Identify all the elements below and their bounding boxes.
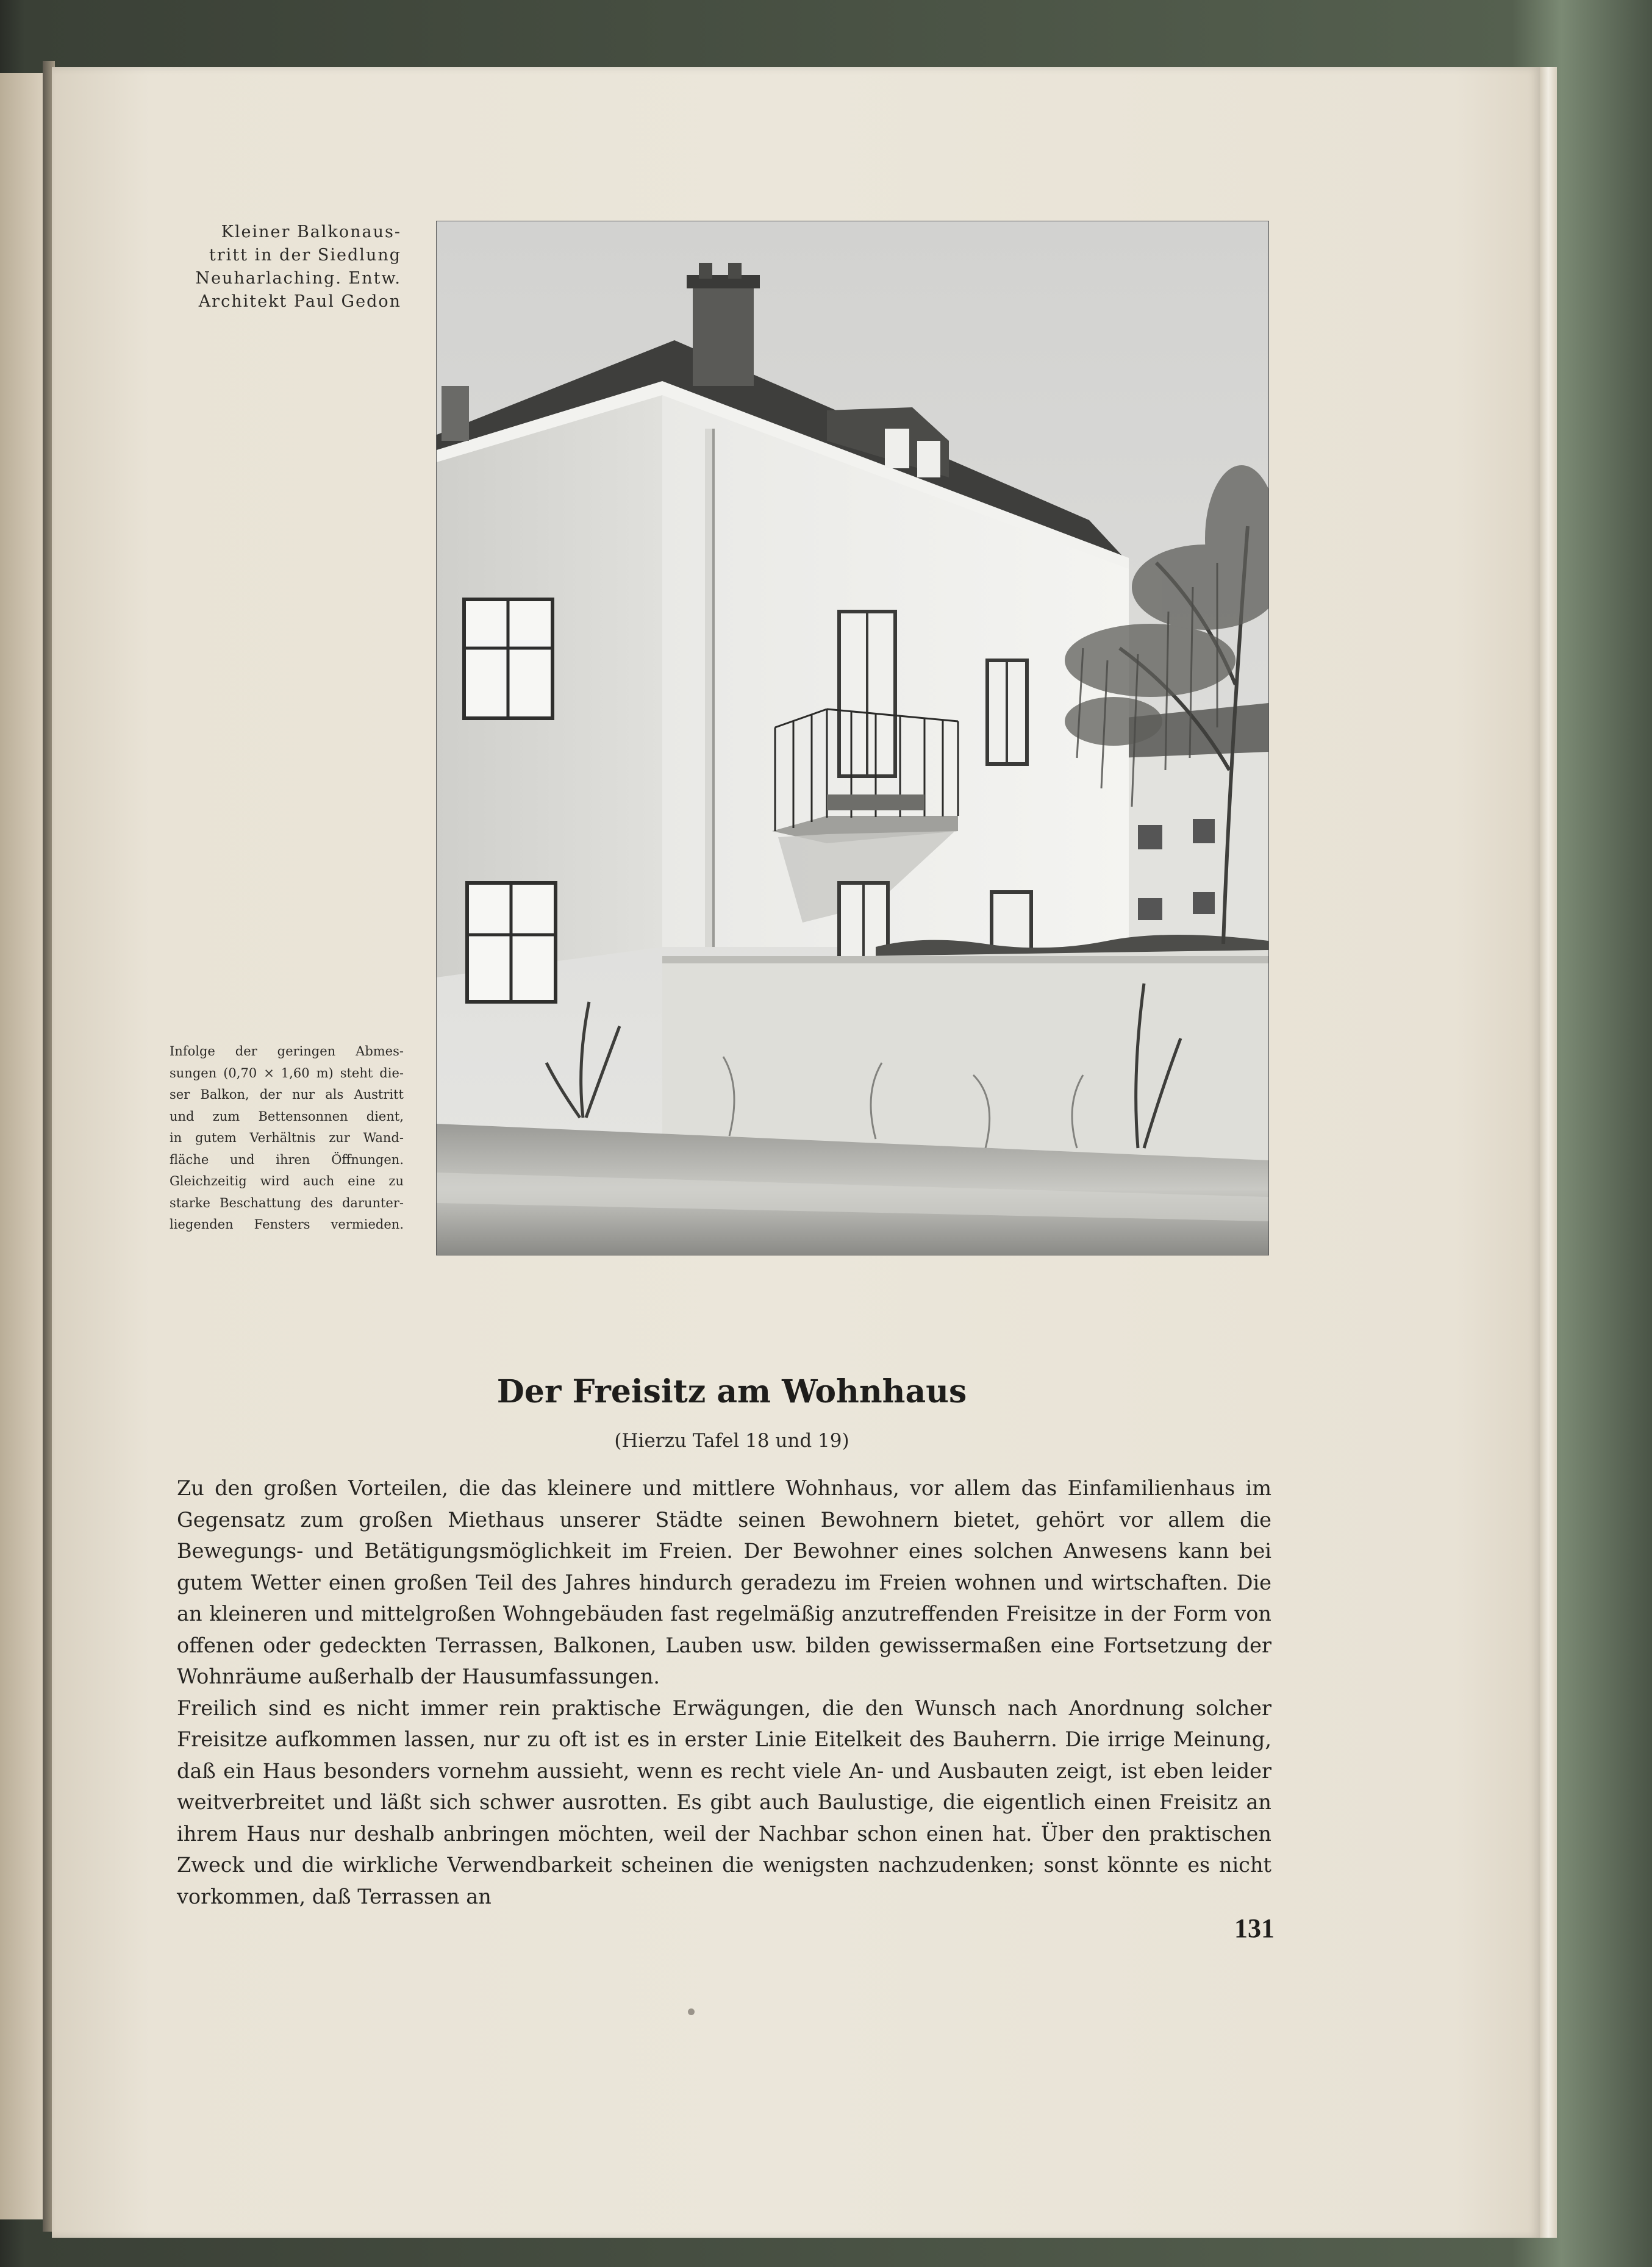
paragraph: Freilich sind es nicht immer rein praktische Erwägungen, die den Wunsch nach Anordnung solcher Freisitze aufkommen lassen, nur zu oft ist es in erster Linie Eitelkeit des Bauherrn. Die irrige Meinung, daß ein Haus besonders vornehm aussieht, wenn es recht viele An- und Ausbauten zeigt, ist eben leider weitverbreitet und läßt sich schwer ausrotten. Es gibt auch Baulustige, die eigentlich einen Freisitz an ihrem Haus nur deshalb anbringen möchten, weil der Nachbar schon einen hat. Über den praktischen Zweck und die wirkliche Verwendbarkeit scheinen die wenigsten nachzudenken; sonst könnte es nicht vorkommen, daß Terrassen an <box>177 1696 1271 1908</box>
caption-top-line: Kleiner Balkonaus- <box>221 223 401 241</box>
caption-side-line: starke Beschattung des darunter- <box>170 1195 404 1210</box>
caption-side-line: fläche und ihren Öffnungen. <box>170 1152 404 1167</box>
house-balcony-photo <box>436 221 1269 1255</box>
page-number: 131 <box>1234 1913 1275 1943</box>
paper-speck <box>688 2008 695 2015</box>
page-side-edge <box>1540 67 1557 2238</box>
caption-side-line: und zum Bettensonnen dient, <box>170 1109 404 1124</box>
caption-top-line: Neuharlaching. Entw. <box>195 269 401 288</box>
photo-caption-top <box>170 221 401 313</box>
left-page-edge <box>0 73 43 2219</box>
paragraph: Zu den großen Vorteilen, die das kleinere und mittlere Wohnhaus, vor allem das Einfamilienhaus im Gegensatz zum großen Miethaus unserer Städte seinen Bewohnern bietet, gehört vor allem die Bewegungs- und Betätigungsmöglichkeit im Freien. Der Bewohner eines solchen Anwesens kann bei gutem Wetter einen großen Teil des Jahres hindurch geradezu im Freien wohnen und wirtschaften. Die an kleineren und mittelgroßen Wohngebäuden fast regelmäßig anzutreffenden Freisitze in der Form von offenen oder gedeckten Terrassen, Balkonen, Lauben usw. bilden gewissermaßen eine Fortsetzung der Wohnräume außerhalb der Hausumfassungen. <box>177 1476 1271 1688</box>
body-text <box>177 1473 1271 1912</box>
caption-side-line: sungen (0,70 × 1,60 m) steht die- <box>170 1065 404 1080</box>
photo-caption-side <box>170 1041 404 1236</box>
caption-top-line: Architekt Paul Gedon <box>198 292 401 311</box>
caption-side-line: Gleichzeitig wird auch eine zu <box>170 1174 404 1188</box>
section-subheading: (Hierzu Tafel 18 und 19) <box>614 1430 849 1452</box>
caption-side-line: Infolge der geringen Abmes- <box>170 1044 404 1059</box>
caption-side-line: in gutem Verhältnis zur Wand- <box>170 1130 404 1145</box>
caption-top-line: tritt in der Siedlung <box>209 246 401 265</box>
caption-side-line: liegenden Fensters vermieden. <box>170 1217 404 1232</box>
section-heading: Der Freisitz am Wohnhaus <box>496 1373 967 1410</box>
caption-side-line: ser Balkon, der nur als Austritt <box>170 1087 404 1102</box>
